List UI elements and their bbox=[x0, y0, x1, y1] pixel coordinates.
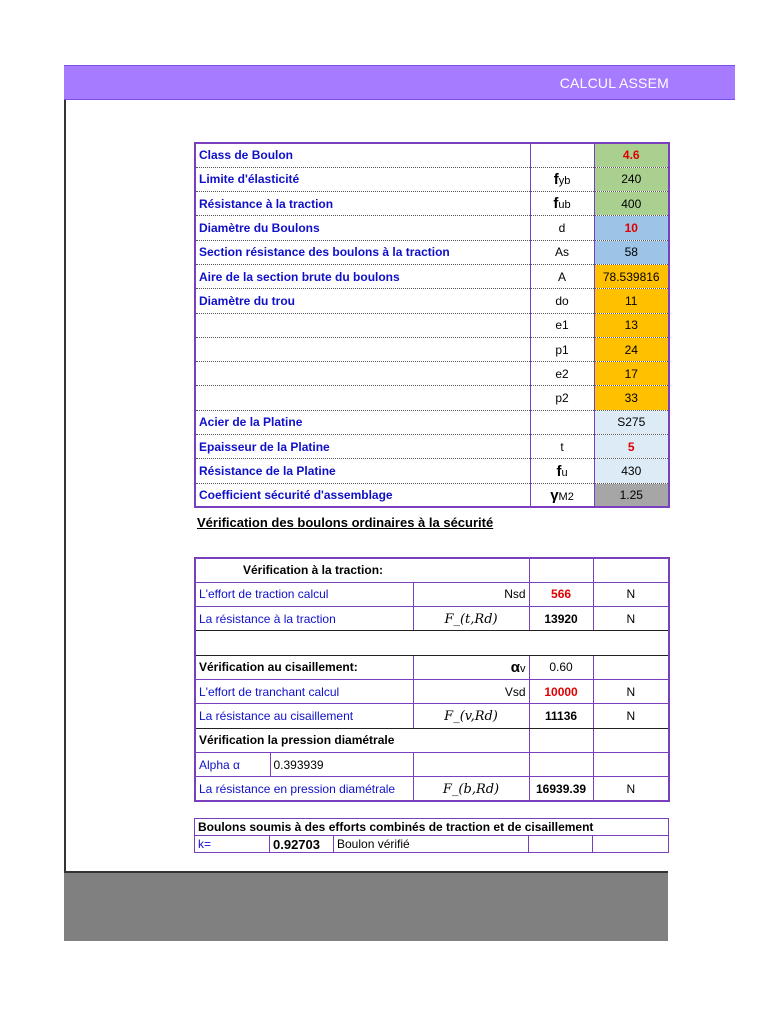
k-label[interactable]: k= bbox=[195, 836, 270, 853]
property-symbol[interactable]: do bbox=[530, 289, 594, 313]
cisaillement-resistance-symbol[interactable] bbox=[413, 704, 529, 728]
traction-resistance-unit[interactable]: N bbox=[593, 607, 669, 631]
property-value[interactable]: 58 bbox=[594, 240, 669, 264]
formula-symbol: F_(v,Rd) bbox=[444, 708, 498, 724]
property-label[interactable]: Acier de la Platine bbox=[195, 410, 530, 434]
pression-resistance-unit[interactable]: N bbox=[593, 777, 669, 801]
pression-resistance-symbol[interactable] bbox=[413, 777, 529, 801]
property-symbol[interactable] bbox=[530, 143, 594, 167]
property-symbol[interactable] bbox=[530, 483, 594, 507]
alpha-value[interactable]: 0.393939 bbox=[270, 752, 413, 776]
table-row bbox=[195, 483, 669, 507]
combined-efforts-table bbox=[194, 818, 669, 853]
traction-effort-value[interactable]: 566 bbox=[529, 582, 593, 606]
sheet-header-bar bbox=[64, 65, 735, 100]
cell[interactable] bbox=[593, 752, 669, 776]
property-value[interactable]: 17 bbox=[594, 362, 669, 386]
table-row bbox=[195, 362, 669, 386]
property-value[interactable]: 11 bbox=[594, 289, 669, 313]
property-label[interactable]: Résistance de la Platine bbox=[195, 459, 530, 483]
property-symbol[interactable]: p2 bbox=[530, 386, 594, 410]
cell[interactable] bbox=[593, 655, 669, 679]
cell[interactable] bbox=[593, 558, 669, 582]
property-symbol[interactable]: t bbox=[530, 435, 594, 459]
cisaillement-heading[interactable]: Vérification au cisaillement: bbox=[195, 655, 413, 679]
symbol-sub: u bbox=[561, 466, 568, 479]
combined-heading[interactable]: Boulons soumis à des efforts combinés de traction et de cisaillement bbox=[195, 819, 669, 836]
property-label[interactable] bbox=[195, 313, 530, 337]
cell[interactable] bbox=[529, 558, 593, 582]
property-value[interactable]: 4.6 bbox=[594, 143, 669, 167]
property-symbol[interactable] bbox=[530, 167, 594, 191]
table-row bbox=[195, 167, 669, 191]
property-label[interactable]: Diamètre du trou bbox=[195, 289, 530, 313]
property-value[interactable]: 430 bbox=[594, 459, 669, 483]
property-label[interactable]: Class de Boulon bbox=[195, 143, 530, 167]
symbol-main: γ bbox=[550, 486, 559, 504]
table-row bbox=[195, 264, 669, 288]
alpha-label[interactable]: Alpha α bbox=[195, 752, 270, 776]
property-label[interactable]: Aire de la section brute du boulons bbox=[195, 264, 530, 288]
table-row bbox=[195, 679, 669, 703]
property-symbol[interactable]: p1 bbox=[530, 337, 594, 361]
table-row bbox=[195, 728, 669, 752]
symbol-sub: v bbox=[520, 662, 526, 675]
formula-symbol: F_(t,Rd) bbox=[444, 611, 498, 627]
cell[interactable] bbox=[529, 752, 593, 776]
property-label[interactable] bbox=[195, 386, 530, 410]
property-symbol[interactable]: e1 bbox=[530, 313, 594, 337]
table-row bbox=[195, 216, 669, 240]
cisaillement-resistance-label[interactable]: La résistance au cisaillement bbox=[195, 704, 413, 728]
alpha-v-symbol[interactable] bbox=[413, 655, 529, 679]
traction-resistance-value[interactable]: 13920 bbox=[529, 607, 593, 631]
pression-resistance-value[interactable]: 16939.39 bbox=[529, 777, 593, 801]
pression-resistance-label[interactable]: La résistance en pression diamétrale bbox=[195, 777, 413, 801]
property-label[interactable]: Epaisseur de la Platine bbox=[195, 435, 530, 459]
table-row bbox=[195, 655, 669, 679]
cisaillement-resistance-unit[interactable]: N bbox=[593, 704, 669, 728]
property-value[interactable]: 78.539816 bbox=[594, 264, 669, 288]
table-row bbox=[195, 410, 669, 434]
property-label[interactable]: Section résistance des boulons à la traction bbox=[195, 240, 530, 264]
property-label[interactable]: Résistance à la traction bbox=[195, 192, 530, 216]
table-row bbox=[195, 607, 669, 631]
property-label[interactable]: Diamètre du Boulons bbox=[195, 216, 530, 240]
property-symbol[interactable] bbox=[530, 410, 594, 434]
verification-title: Vérification des boulons ordinaires à la sécurité bbox=[197, 515, 494, 530]
table-row bbox=[195, 143, 669, 167]
table-row bbox=[195, 752, 669, 776]
traction-effort-label[interactable]: L'effort de traction calcul bbox=[195, 582, 413, 606]
k-value[interactable]: 0.92703 bbox=[270, 836, 334, 853]
property-value[interactable]: 24 bbox=[594, 337, 669, 361]
property-value[interactable]: 13 bbox=[594, 313, 669, 337]
cell[interactable] bbox=[529, 728, 593, 752]
table-row bbox=[195, 704, 669, 728]
property-symbol[interactable]: d bbox=[530, 216, 594, 240]
traction-effort-unit[interactable]: N bbox=[593, 582, 669, 606]
symbol-main: α bbox=[510, 658, 521, 676]
sheet-title: CALCUL ASSEM bbox=[559, 75, 669, 91]
table-row bbox=[195, 386, 669, 410]
traction-resistance-label[interactable]: La résistance à la traction bbox=[195, 607, 413, 631]
property-symbol[interactable] bbox=[530, 459, 594, 483]
cell[interactable] bbox=[413, 752, 529, 776]
cisaillement-effort-symbol[interactable]: Vsd bbox=[413, 679, 529, 703]
cisaillement-effort-value[interactable]: 10000 bbox=[529, 679, 593, 703]
cell[interactable] bbox=[413, 558, 529, 582]
traction-heading[interactable]: Vérification à la traction: bbox=[195, 558, 413, 582]
table-row bbox=[195, 558, 669, 582]
symbol-main: f bbox=[553, 170, 559, 188]
sheet-footer-area bbox=[64, 873, 668, 941]
table-row bbox=[195, 435, 669, 459]
symbol-main: f bbox=[556, 462, 562, 480]
cell[interactable] bbox=[529, 836, 593, 853]
property-value[interactable]: 400 bbox=[594, 192, 669, 216]
table-row bbox=[195, 337, 669, 361]
property-symbol[interactable]: A bbox=[530, 264, 594, 288]
cisaillement-resistance-value[interactable]: 11136 bbox=[529, 704, 593, 728]
table-row bbox=[195, 459, 669, 483]
property-value[interactable]: 1.25 bbox=[594, 483, 669, 507]
table-row bbox=[195, 836, 669, 853]
verification-table bbox=[194, 557, 670, 802]
table-row bbox=[195, 631, 669, 655]
property-symbol[interactable] bbox=[530, 192, 594, 216]
bolt-status[interactable]: Boulon vérifié bbox=[334, 836, 529, 853]
property-value[interactable]: 33 bbox=[594, 386, 669, 410]
table-row bbox=[195, 582, 669, 606]
pression-heading[interactable]: Vérification la pression diamétrale bbox=[195, 728, 529, 752]
table-row bbox=[195, 313, 669, 337]
bolt-properties-table bbox=[194, 142, 670, 508]
property-symbol[interactable]: As bbox=[530, 240, 594, 264]
symbol-sub: ub bbox=[558, 199, 571, 212]
table-row bbox=[195, 192, 669, 216]
cisaillement-effort-unit[interactable]: N bbox=[593, 679, 669, 703]
table-row bbox=[195, 819, 669, 836]
table-row bbox=[195, 240, 669, 264]
property-value[interactable]: S275 bbox=[594, 410, 669, 434]
table-row bbox=[195, 289, 669, 313]
property-value[interactable]: 10 bbox=[594, 216, 669, 240]
property-label[interactable] bbox=[195, 337, 530, 361]
traction-effort-symbol[interactable]: Nsd bbox=[413, 582, 529, 606]
alpha-v-value[interactable]: 0.60 bbox=[529, 655, 593, 679]
property-label[interactable]: Coefficient sécurité d'assemblage bbox=[195, 483, 530, 507]
property-value[interactable]: 240 bbox=[594, 167, 669, 191]
table-row bbox=[195, 777, 669, 801]
property-label[interactable]: Limite d'élasticité bbox=[195, 167, 530, 191]
symbol-sub: yb bbox=[558, 174, 571, 187]
symbol-sub: M2 bbox=[558, 490, 574, 503]
empty-row[interactable] bbox=[195, 631, 669, 655]
property-value[interactable]: 5 bbox=[594, 435, 669, 459]
formula-symbol: F_(b,Rd) bbox=[442, 781, 500, 797]
symbol-main: f bbox=[553, 195, 559, 213]
cell[interactable] bbox=[593, 728, 669, 752]
property-symbol[interactable]: e2 bbox=[530, 362, 594, 386]
cell[interactable] bbox=[593, 836, 669, 853]
property-label[interactable] bbox=[195, 362, 530, 386]
cisaillement-effort-label[interactable]: L'effort de tranchant calcul bbox=[195, 679, 413, 703]
traction-resistance-symbol[interactable] bbox=[413, 607, 529, 631]
